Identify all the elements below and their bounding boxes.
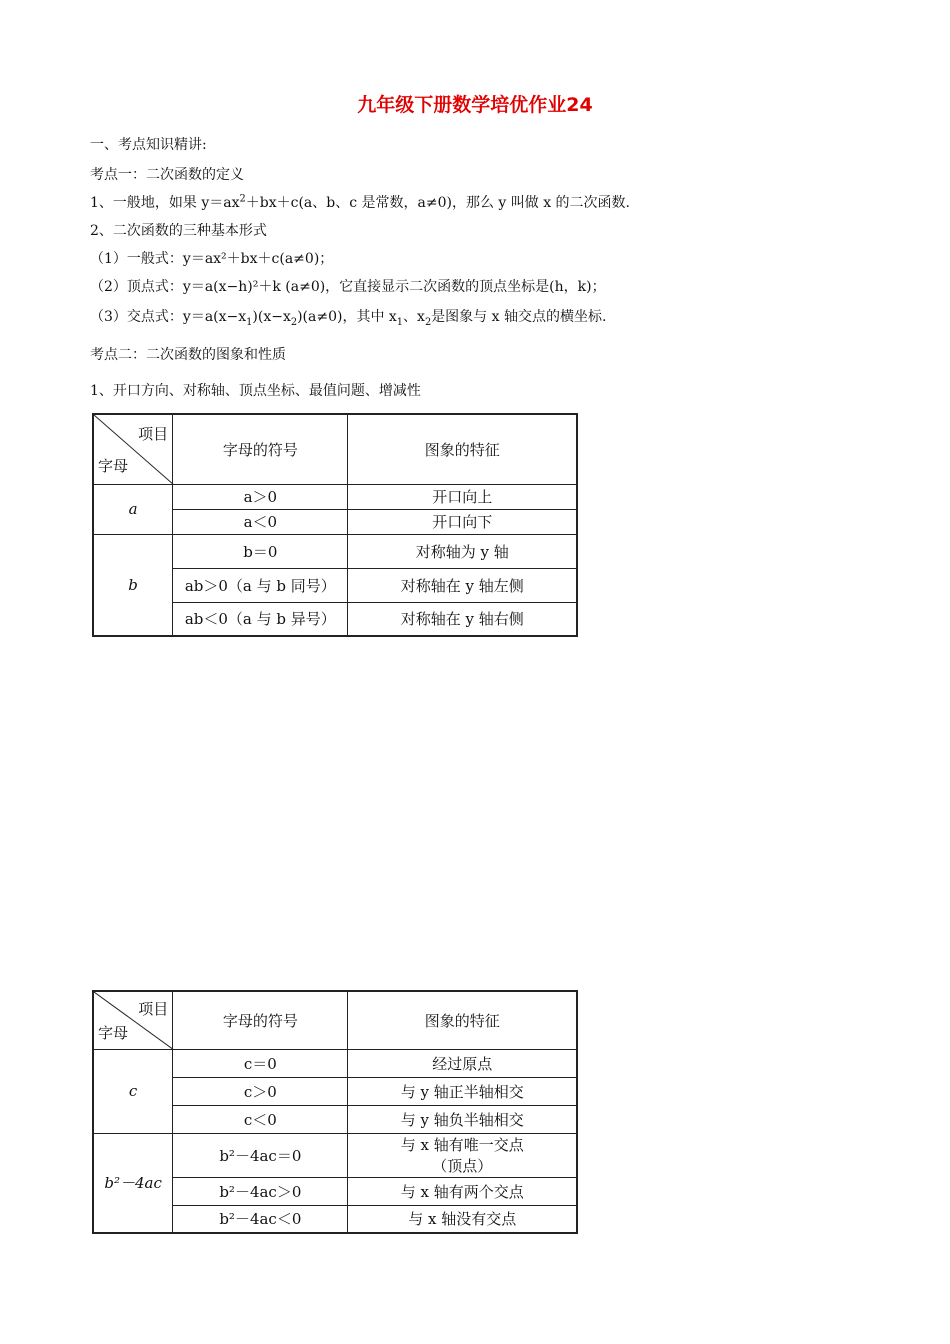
table2-col-sign-header: 字母的符号	[173, 991, 348, 1049]
definition-exponent: 2	[239, 193, 246, 205]
table2-col-feature-header: 图象的特征	[348, 991, 577, 1049]
table-row	[93, 1049, 577, 1077]
table-row	[93, 534, 577, 568]
form3-sub1: 1	[246, 316, 253, 328]
table-cell-sign: c＞0	[173, 1077, 348, 1105]
table-cell-sign: b＝0	[173, 534, 348, 568]
form-intercept	[90, 306, 606, 328]
properties-table-a-b	[92, 413, 578, 637]
form3-end: 是图象与 x 轴交点的横坐标.	[431, 309, 607, 325]
form-vertex: （2）顶点式：y＝a(x−h)²＋k (a≠0)，它直接显示二次函数的顶点坐标是(h，k)；	[90, 279, 606, 295]
kaodian-1-heading: 考点一：二次函数的定义	[90, 167, 244, 183]
table-cell-feature: 对称轴在 y 轴左侧	[348, 568, 577, 602]
table1-corner-header	[93, 414, 173, 484]
table-row	[93, 484, 577, 509]
table-cell-feature: 与 y 轴负半轴相交	[348, 1105, 577, 1133]
table-cell-sign: c＜0	[173, 1105, 348, 1133]
definition-post: ＋bx＋c(a、b、c 是常数，a≠0)，那么 y 叫做 x 的二次函数.	[245, 195, 631, 211]
table-cell-sign: b²－4ac＜0	[173, 1205, 348, 1233]
properties-table-c-discriminant	[92, 990, 578, 1234]
table-row	[93, 1133, 577, 1177]
table-cell-feature: 与 y 轴正半轴相交	[348, 1077, 577, 1105]
form3-mid2: 、x	[403, 309, 425, 325]
table-cell-sign: ab＜0（a 与 b 异号）	[173, 602, 348, 636]
form3-sub2: 2	[290, 316, 298, 328]
table1-col-sign-header: 字母的符号	[173, 414, 348, 484]
kaodian-2-heading: 考点二：二次函数的图象和性质	[90, 347, 286, 363]
table-cell-feature: 对称轴在 y 轴右侧	[348, 602, 577, 636]
forms-heading: 2、二次函数的三种基本形式	[90, 223, 267, 239]
table-cell-feature: 开口向下	[348, 509, 577, 534]
table2-corner-bottom: 字母	[98, 1023, 129, 1042]
feature-line-1: 与 x 轴有唯一交点	[400, 1136, 524, 1154]
table-cell-feature: 对称轴为 y 轴	[348, 534, 577, 568]
form3-post: )(a≠0)，其中 x	[297, 309, 397, 325]
table-cell-sign: a＞0	[173, 484, 348, 509]
table2-corner-top: 项目	[138, 1000, 169, 1018]
table1-corner-top: 项目	[138, 425, 169, 443]
form3-sub3: 1	[396, 316, 404, 328]
table2-letter-c: c	[93, 1049, 173, 1133]
definition-pre: 1、一般地，如果 y＝ax	[90, 195, 240, 211]
form3-mid: )(x−x	[252, 309, 291, 325]
table-cell-sign: c＝0	[173, 1049, 348, 1077]
table-cell-feature: 与 x 轴有两个交点	[348, 1177, 577, 1205]
form3-sub4: 2	[424, 316, 432, 328]
table1-letter-b: b	[93, 534, 173, 636]
table-cell-sign: b²－4ac＞0	[173, 1177, 348, 1205]
page-title: 九年级下册数学培优作业24	[357, 94, 593, 116]
feature-line-2: （顶点）	[432, 1157, 493, 1175]
table-cell-sign: b²－4ac＝0	[173, 1133, 348, 1177]
table1-corner-bottom: 字母	[98, 456, 129, 475]
table-cell-feature: 经过原点	[348, 1049, 577, 1077]
table-cell-feature	[348, 1133, 577, 1177]
table1-letter-a: a	[93, 484, 173, 534]
definition-line	[90, 192, 630, 212]
table-cell-feature: 开口向上	[348, 484, 577, 509]
table-cell-sign: ab＞0（a 与 b 同号）	[173, 568, 348, 602]
properties-line: 1、开口方向、对称轴、顶点坐标、最值问题、增减性	[90, 383, 421, 399]
table2-corner-header	[93, 991, 173, 1049]
table1-col-feature-header: 图象的特征	[348, 414, 577, 484]
table2-letter-discriminant: b²－4ac	[93, 1133, 173, 1233]
section-heading: 一、考点知识精讲:	[90, 137, 207, 153]
form-general: （1）一般式：y＝ax²＋bx＋c(a≠0)；	[90, 251, 334, 267]
table-cell-sign: a＜0	[173, 509, 348, 534]
form3-pre: （3）交点式：y＝a(x−x	[90, 309, 247, 325]
table-cell-feature: 与 x 轴没有交点	[348, 1205, 577, 1233]
